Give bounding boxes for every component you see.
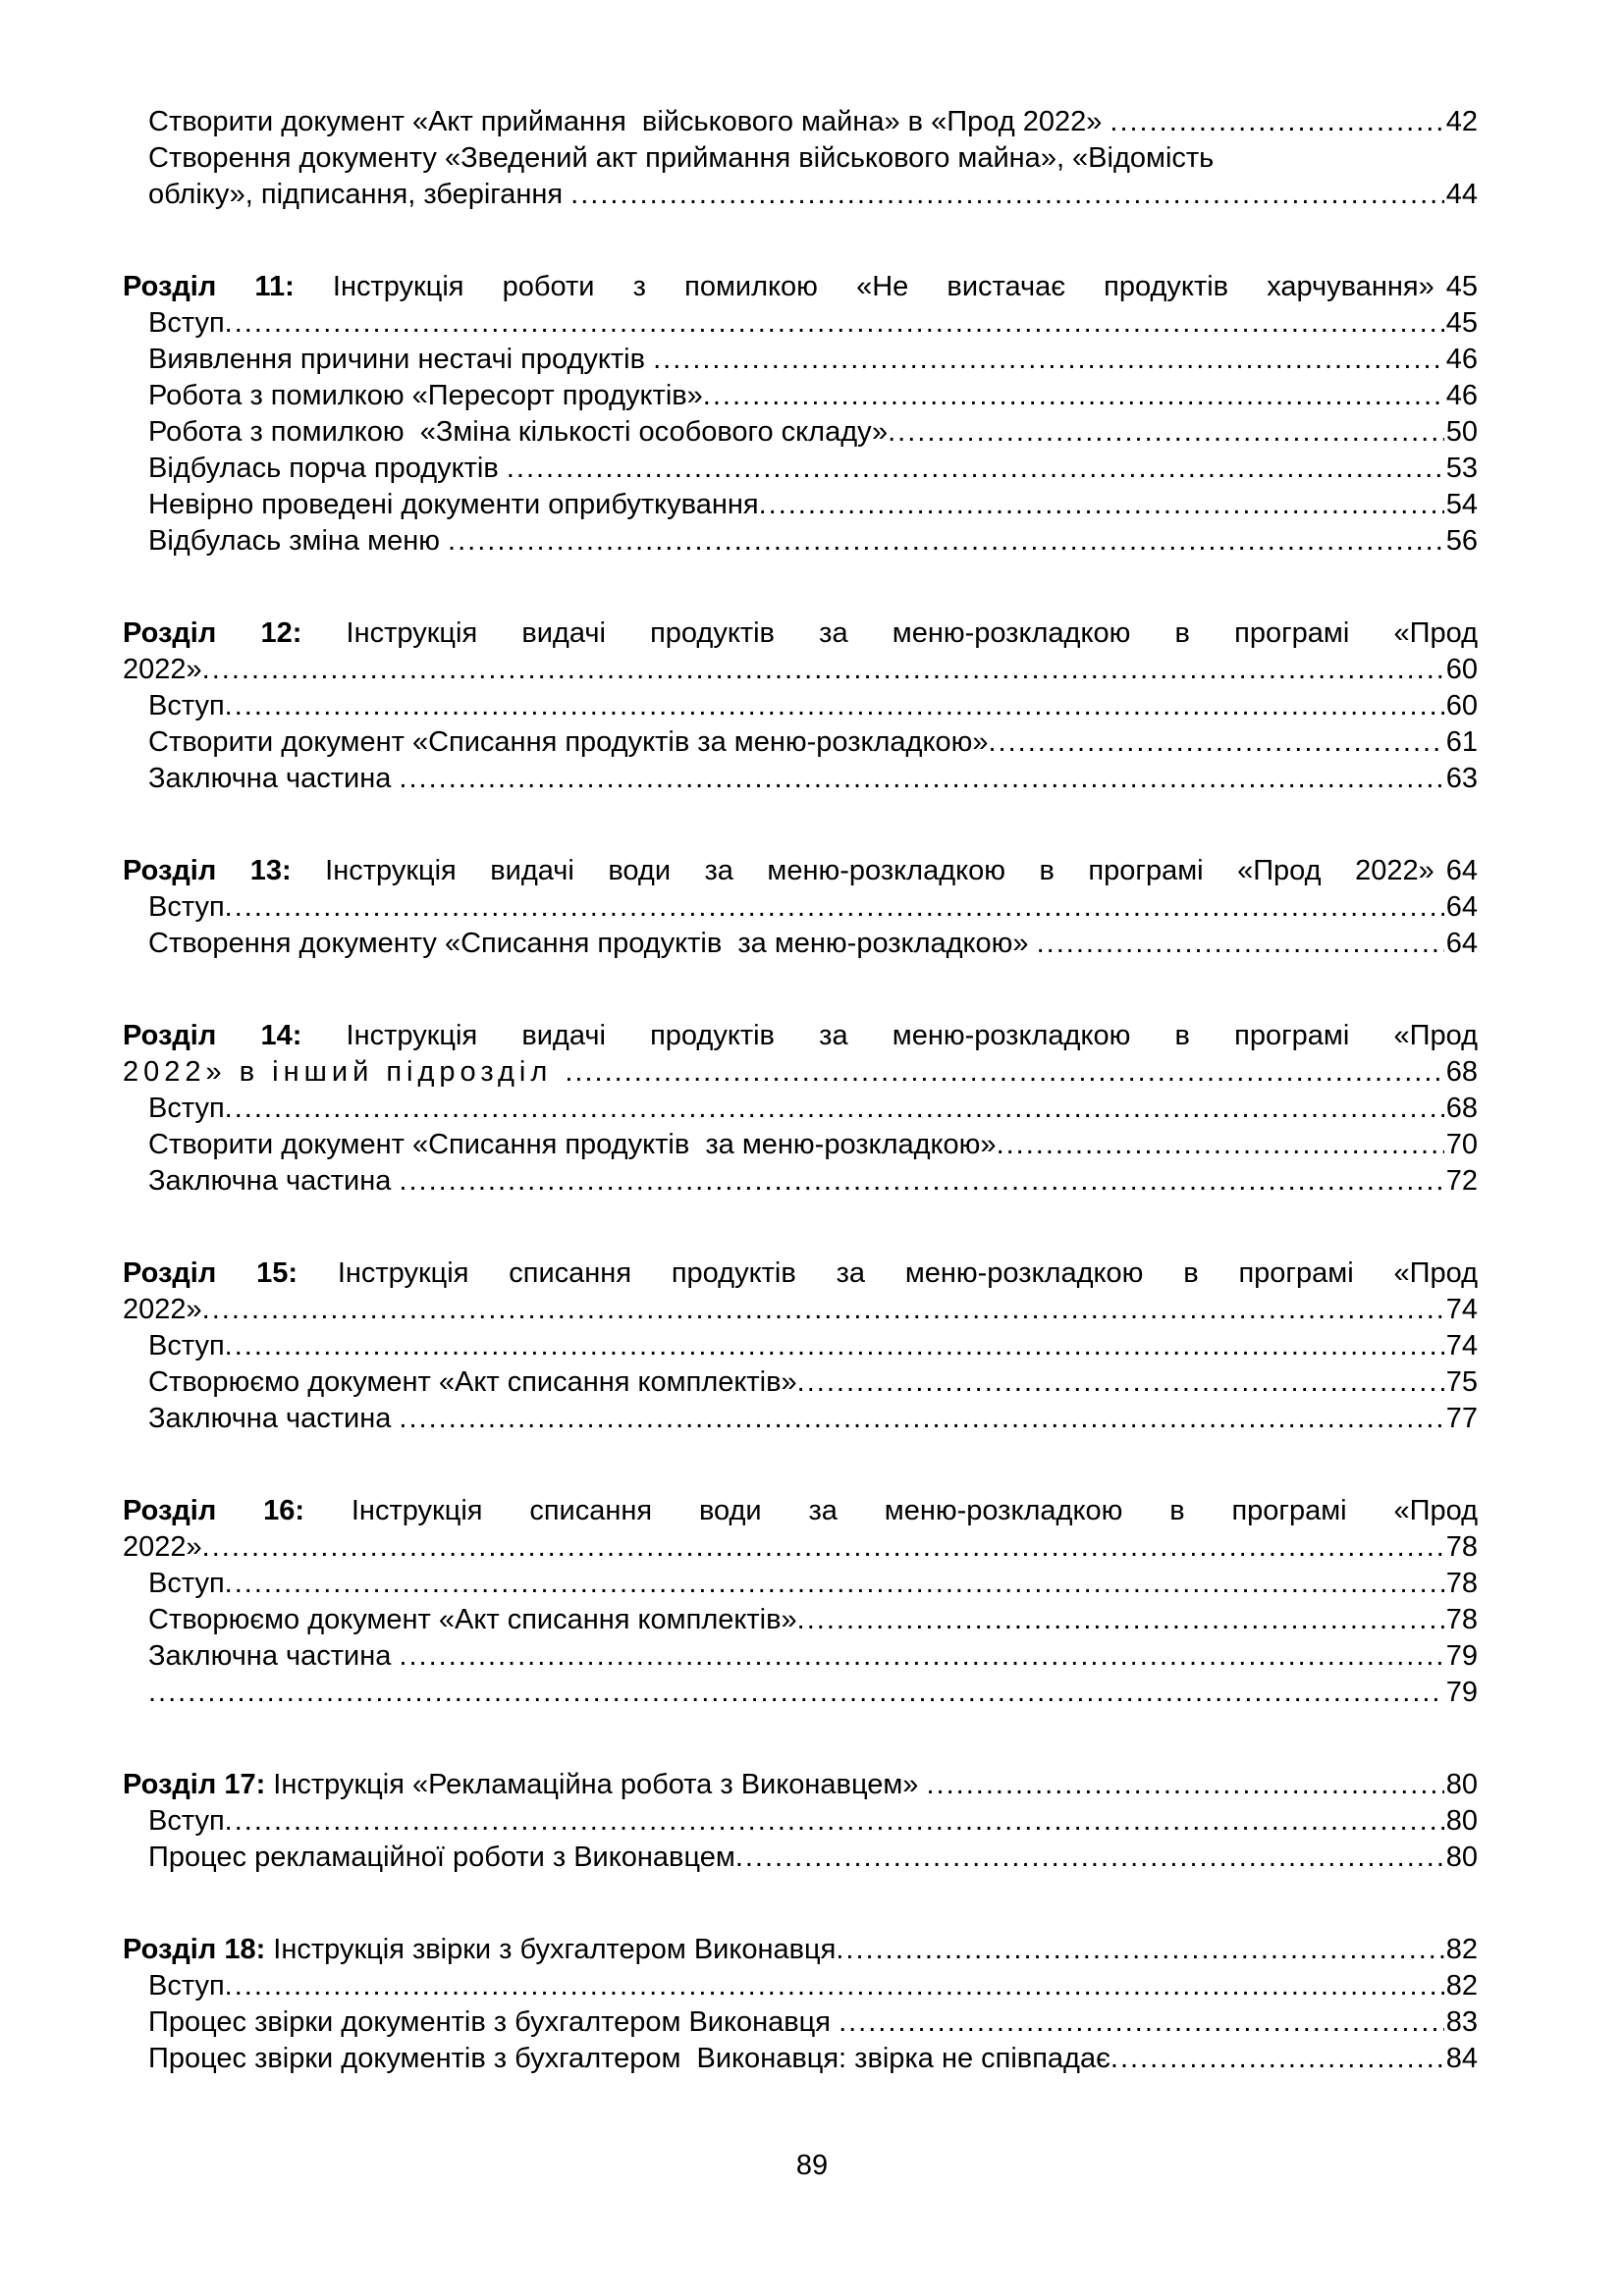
page-ref: 50 <box>1445 416 1478 448</box>
page-ref: 68 <box>1445 1093 1478 1124</box>
toc-entry-row <box>123 926 1478 962</box>
page-number: 89 <box>795 2150 829 2181</box>
chapter-number-label: Розділ 11: <box>123 271 295 302</box>
page-ref: 53 <box>1445 453 1478 484</box>
dot-leader <box>399 1163 1443 1200</box>
heading-text <box>123 1018 1478 1054</box>
dot-leader <box>448 523 1444 560</box>
chapter-number-label: Розділ 15: <box>123 1257 298 1289</box>
page-ref: 78 <box>1445 1568 1478 1599</box>
dot-leader <box>839 2004 1444 2041</box>
entry-label: Інструкція списання продуктів за меню-розкладкою в програмі «Прод <box>298 1257 1478 1289</box>
page-ref: 80 <box>1445 1805 1478 1837</box>
dot-leader <box>225 1566 1444 1602</box>
dot-leader <box>399 1401 1443 1437</box>
page-ref: 74 <box>1445 1294 1478 1325</box>
entry-label: Створити документ «Списання продуктів за меню-розкладкою» <box>148 726 989 758</box>
entry-label: Створення документу «Списання продуктів за меню-розкладкою» <box>148 928 1037 959</box>
toc-entry-row <box>123 1054 1478 1091</box>
chapter-heading-row <box>123 269 1478 305</box>
dot-leader <box>759 487 1444 523</box>
page-ref: 46 <box>1445 380 1478 411</box>
toc-section <box>123 269 1478 560</box>
dot-leader <box>225 1328 1444 1364</box>
dot-leader <box>703 378 1444 414</box>
toc-entry-row <box>123 1401 1478 1437</box>
toc-entry-row <box>123 1163 1478 1200</box>
toc-section <box>123 1255 1478 1437</box>
heading-text <box>123 1255 1478 1292</box>
chapter-heading-row <box>123 1493 1478 1529</box>
entry-label: Заключна частина <box>148 763 400 794</box>
page-ref: 60 <box>1445 690 1478 721</box>
chapter-heading-row <box>123 853 1478 889</box>
page-ref: 44 <box>1445 179 1478 210</box>
entry-label: Вступ <box>148 1330 225 1362</box>
chapter-number-label: Розділ 14: <box>123 1020 302 1051</box>
entry-label: Процес звірки документів з бухгалтером Виконавця <box>148 2006 839 2038</box>
entry-label: Відбулась зміна меню <box>148 525 449 557</box>
entry-label: Інструкція видачі продуктів за меню-розкладкою в програмі «Прод <box>301 1020 1478 1051</box>
dot-leader <box>225 688 1444 724</box>
entry-label: Процес рекламаційної роботи з Виконавцем <box>148 1842 735 1873</box>
entry-label: Створюємо документ «Акт списання комплектів» <box>148 1604 797 1635</box>
toc-section <box>123 1932 1478 2077</box>
entry-label: Процес звірки документів з бухгалтером Виконавця: звірка не співпадає <box>148 2043 1110 2074</box>
dot-leader <box>399 761 1443 797</box>
dot-leader <box>989 724 1444 761</box>
page-ref: 56 <box>1445 525 1478 557</box>
page-ref: 45 <box>1445 307 1478 339</box>
entry-label: Вступ <box>148 891 225 923</box>
toc-entry-row <box>123 177 1478 213</box>
toc-section <box>123 1493 1478 1711</box>
page-ref: 80 <box>1445 1769 1478 1800</box>
page-ref: 75 <box>1445 1366 1478 1398</box>
dot-leader <box>1110 104 1443 140</box>
entry-label: Вступ <box>148 690 225 721</box>
toc-entry-row <box>123 487 1478 523</box>
dot-leader <box>202 652 1444 688</box>
page-ref: 54 <box>1445 489 1478 520</box>
entry-label: Вступ <box>148 307 225 339</box>
entry-label: Вступ <box>148 1805 225 1837</box>
entry-label: Вступ <box>148 1970 225 2002</box>
toc-entry-row <box>123 688 1478 724</box>
entry-label: Невірно проведені документи оприбуткування <box>148 489 759 520</box>
dot-leader <box>797 1364 1444 1401</box>
dot-leader <box>225 1803 1444 1840</box>
toc-entry-row <box>123 104 1478 140</box>
toc-entry-row <box>123 1840 1478 1876</box>
dot-leader <box>148 1675 1444 1711</box>
page-ref: 45 <box>1445 271 1478 302</box>
toc-entry-row <box>123 140 1478 177</box>
toc-entry-row <box>123 724 1478 761</box>
dot-leader <box>225 1968 1444 2004</box>
chapter-heading-row <box>123 1018 1478 1054</box>
page-ref: 46 <box>1445 344 1478 375</box>
chapter-number-label: Розділ 12: <box>123 617 302 649</box>
page-ref: 79 <box>1445 1677 1478 1708</box>
page-ref: 79 <box>1445 1640 1478 1672</box>
toc-entry-row <box>123 378 1478 414</box>
heading-text <box>123 853 1435 889</box>
dot-leader <box>1110 2041 1444 2077</box>
toc-section <box>123 1767 1478 1876</box>
page-ref: 42 <box>1445 106 1478 137</box>
toc-entry-row <box>123 889 1478 926</box>
entry-label: Інструкція списання води за меню-розкладкою в програмі «Прод <box>304 1495 1478 1526</box>
entry-label: Заключна частина <box>148 1165 400 1197</box>
dot-leader <box>225 889 1444 926</box>
page-ref: 80 <box>1445 1842 1478 1873</box>
entry-label: Інструкція видачі продуктів за меню-розкладкою в програмі «Прод <box>301 617 1478 649</box>
entry-label: Виявлення причини нестачі продуктів <box>148 344 654 375</box>
entry-label: Інструкція звірки з бухгалтером Виконавця <box>265 1934 837 1965</box>
table-of-contents <box>123 104 1478 2077</box>
entry-label: 2022» <box>123 654 202 685</box>
dot-leader <box>926 1767 1443 1803</box>
toc-entry-row <box>123 1091 1478 1127</box>
toc-entry-row <box>123 1127 1478 1163</box>
entry-label: Інструкція видачі води за меню-розкладкою в програмі «Прод 2022» <box>291 855 1435 886</box>
toc-entry-row <box>123 1675 1478 1711</box>
toc-entry-row <box>123 342 1478 378</box>
dot-leader <box>507 451 1444 487</box>
dot-leader <box>836 1932 1443 1968</box>
entry-label: Створити документ «Списання продуктів за меню-розкладкою» <box>148 1129 997 1160</box>
page-ref: 83 <box>1445 2006 1478 2038</box>
toc-entry-row <box>123 414 1478 451</box>
toc-entry-row <box>123 305 1478 342</box>
dot-leader <box>202 1529 1444 1566</box>
toc-entry-row <box>123 1529 1478 1566</box>
chapter-heading-row <box>123 1932 1478 1968</box>
toc-entry-row <box>123 761 1478 797</box>
toc-entry-row <box>123 1328 1478 1364</box>
toc-entry-row <box>123 1566 1478 1602</box>
page-ref: 64 <box>1445 855 1478 886</box>
page-ref: 82 <box>1445 1934 1478 1965</box>
entry-label: Робота з помилкою «Зміна кількості особового складу» <box>148 416 889 448</box>
entry-label: 2022» <box>123 1294 202 1325</box>
page-ref: 77 <box>1445 1403 1478 1434</box>
entry-label: Вступ <box>148 1568 225 1599</box>
chapter-number-label: Розділ 13: <box>123 855 292 886</box>
dot-leader <box>225 1091 1444 1127</box>
toc-entry-row <box>123 2041 1478 2077</box>
dot-leader <box>225 305 1444 342</box>
dot-leader <box>570 177 1444 213</box>
dot-leader <box>399 1638 1443 1675</box>
toc-entry-row <box>123 2004 1478 2041</box>
entry-label: Робота з помилкою «Пересорт продуктів» <box>148 380 703 411</box>
page-ref: 74 <box>1445 1330 1478 1362</box>
entry-label: Створюємо документ «Акт списання комплектів» <box>148 1366 797 1398</box>
page-ref: 68 <box>1445 1056 1478 1088</box>
entry-label: Вступ <box>148 1093 225 1124</box>
chapter-heading-row <box>123 1255 1478 1292</box>
chapter-number-label: Розділ 18: <box>123 1934 266 1965</box>
page-ref: 60 <box>1445 654 1478 685</box>
dot-leader <box>1037 926 1444 962</box>
entry-label: Заключна частина <box>148 1403 400 1434</box>
entry-label: 2022» <box>123 1531 202 1563</box>
entry-label: Заключна частина <box>148 1640 400 1672</box>
entry-label: Інструкція роботи з помилкою «Не вистачає продуктів харчування» <box>294 271 1435 302</box>
page-ref: 84 <box>1445 2043 1478 2074</box>
entry-label: 2022» в інший підрозділ <box>123 1056 566 1088</box>
dot-leader <box>797 1602 1444 1638</box>
page-ref: 82 <box>1445 1970 1478 2002</box>
dot-leader <box>888 414 1444 451</box>
toc-entry-row <box>123 451 1478 487</box>
heading-text <box>123 1493 1478 1529</box>
heading-text <box>123 269 1435 305</box>
chapter-number-label: Розділ 16: <box>123 1495 305 1526</box>
dot-leader <box>735 1840 1444 1876</box>
dot-leader <box>997 1127 1444 1163</box>
entry-label: обліку», підписання, зберігання <box>148 179 571 210</box>
page-ref: 78 <box>1445 1604 1478 1635</box>
toc-entry-row <box>123 1292 1478 1328</box>
toc-entry-row <box>123 523 1478 560</box>
entry-label: Інструкція «Рекламаційна робота з Виконавцем» <box>265 1769 927 1800</box>
toc-section <box>123 104 1478 213</box>
page-ref: 64 <box>1445 928 1478 959</box>
page-ref: 63 <box>1445 763 1478 794</box>
page-ref: 61 <box>1445 726 1478 758</box>
toc-section <box>123 853 1478 962</box>
page-ref: 70 <box>1445 1129 1478 1160</box>
dot-leader <box>202 1292 1444 1328</box>
heading-text <box>123 615 1478 652</box>
toc-entry-row <box>123 1968 1478 2004</box>
toc-entry-row <box>123 1602 1478 1638</box>
toc-section <box>123 1018 1478 1200</box>
toc-entry-row <box>123 1638 1478 1675</box>
page-ref: 64 <box>1445 891 1478 923</box>
chapter-heading-row <box>123 615 1478 652</box>
entry-label: Створення документу «Зведений акт приймання військового майна», «Відомість <box>148 142 1215 174</box>
toc-entry-row <box>123 652 1478 688</box>
toc-entry-row <box>123 1803 1478 1840</box>
toc-entry-row <box>123 1364 1478 1401</box>
dot-leader <box>565 1054 1443 1091</box>
dot-leader <box>653 342 1444 378</box>
page-ref: 78 <box>1445 1531 1478 1563</box>
toc-section <box>123 615 1478 797</box>
chapter-number-label: Розділ 17: <box>123 1769 266 1800</box>
entry-label: Створити документ «Акт приймання військового майна» в «Прод 2022» <box>148 106 1110 137</box>
entry-label: Відбулась порча продуктів <box>148 453 507 484</box>
chapter-heading-row <box>123 1767 1478 1803</box>
page-ref: 72 <box>1445 1165 1478 1197</box>
